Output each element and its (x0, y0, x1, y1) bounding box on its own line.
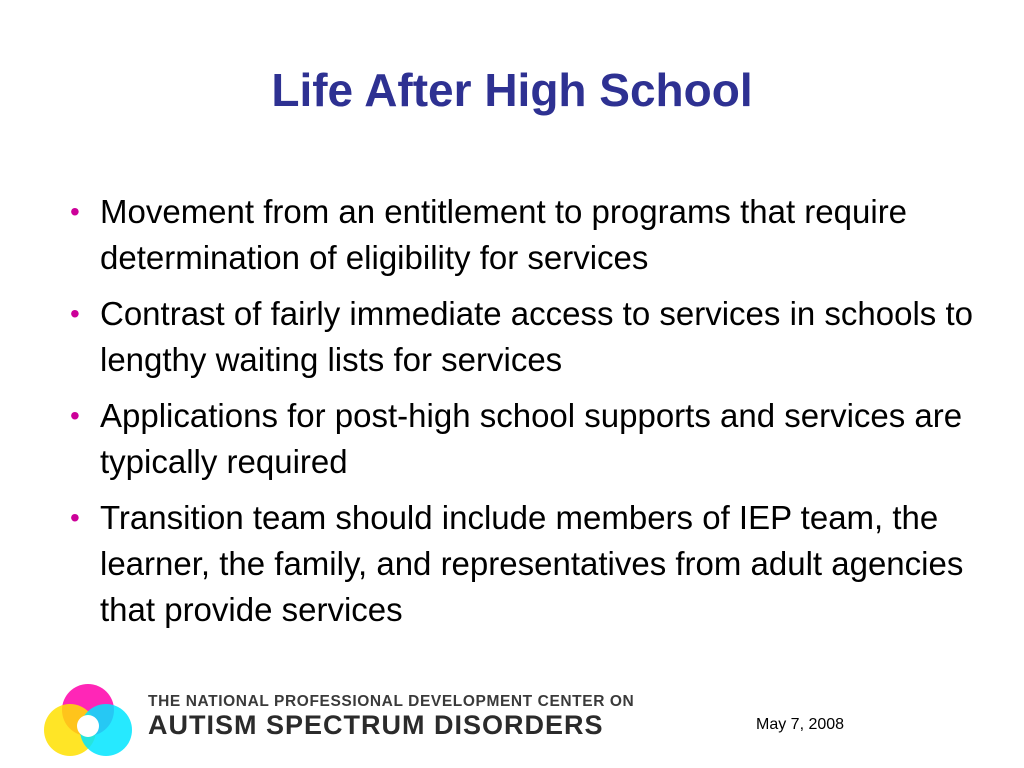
bullet-text: Contrast of fairly immediate access to services in schools to lengthy waiting lists for services (100, 295, 974, 378)
bullet-text: Movement from an entitlement to programs that require determination of eligibility for services (100, 193, 908, 276)
org-name-line2: AUTISM SPECTRUM DISORDERS (148, 710, 604, 740)
bullet-item (60, 495, 980, 633)
bullet-icon: • (70, 298, 80, 329)
slide-date: May 7, 2008 (756, 716, 845, 733)
bullet-icon: • (70, 400, 80, 431)
overlapping-circles-logo-icon (38, 680, 138, 760)
bullet-item (60, 291, 980, 383)
bullet-item (60, 393, 980, 485)
bullet-text: Applications for post-high school supports and services are typically required (100, 397, 963, 480)
bullet-list (60, 189, 980, 643)
org-name-line1: THE NATIONAL PROFESSIONAL DEVELOPMENT CENTER ON (148, 693, 635, 710)
slide-title: Life After High School (271, 64, 753, 116)
bullet-icon: • (70, 502, 80, 533)
bullet-item (60, 189, 980, 281)
bullet-text: Transition team should include members of IEP team, the learner, the family, and representatives from adult agencies that provide services (100, 499, 964, 628)
logo-center (77, 715, 99, 737)
logo-graphic (38, 680, 138, 760)
bullet-icon: • (70, 196, 80, 227)
